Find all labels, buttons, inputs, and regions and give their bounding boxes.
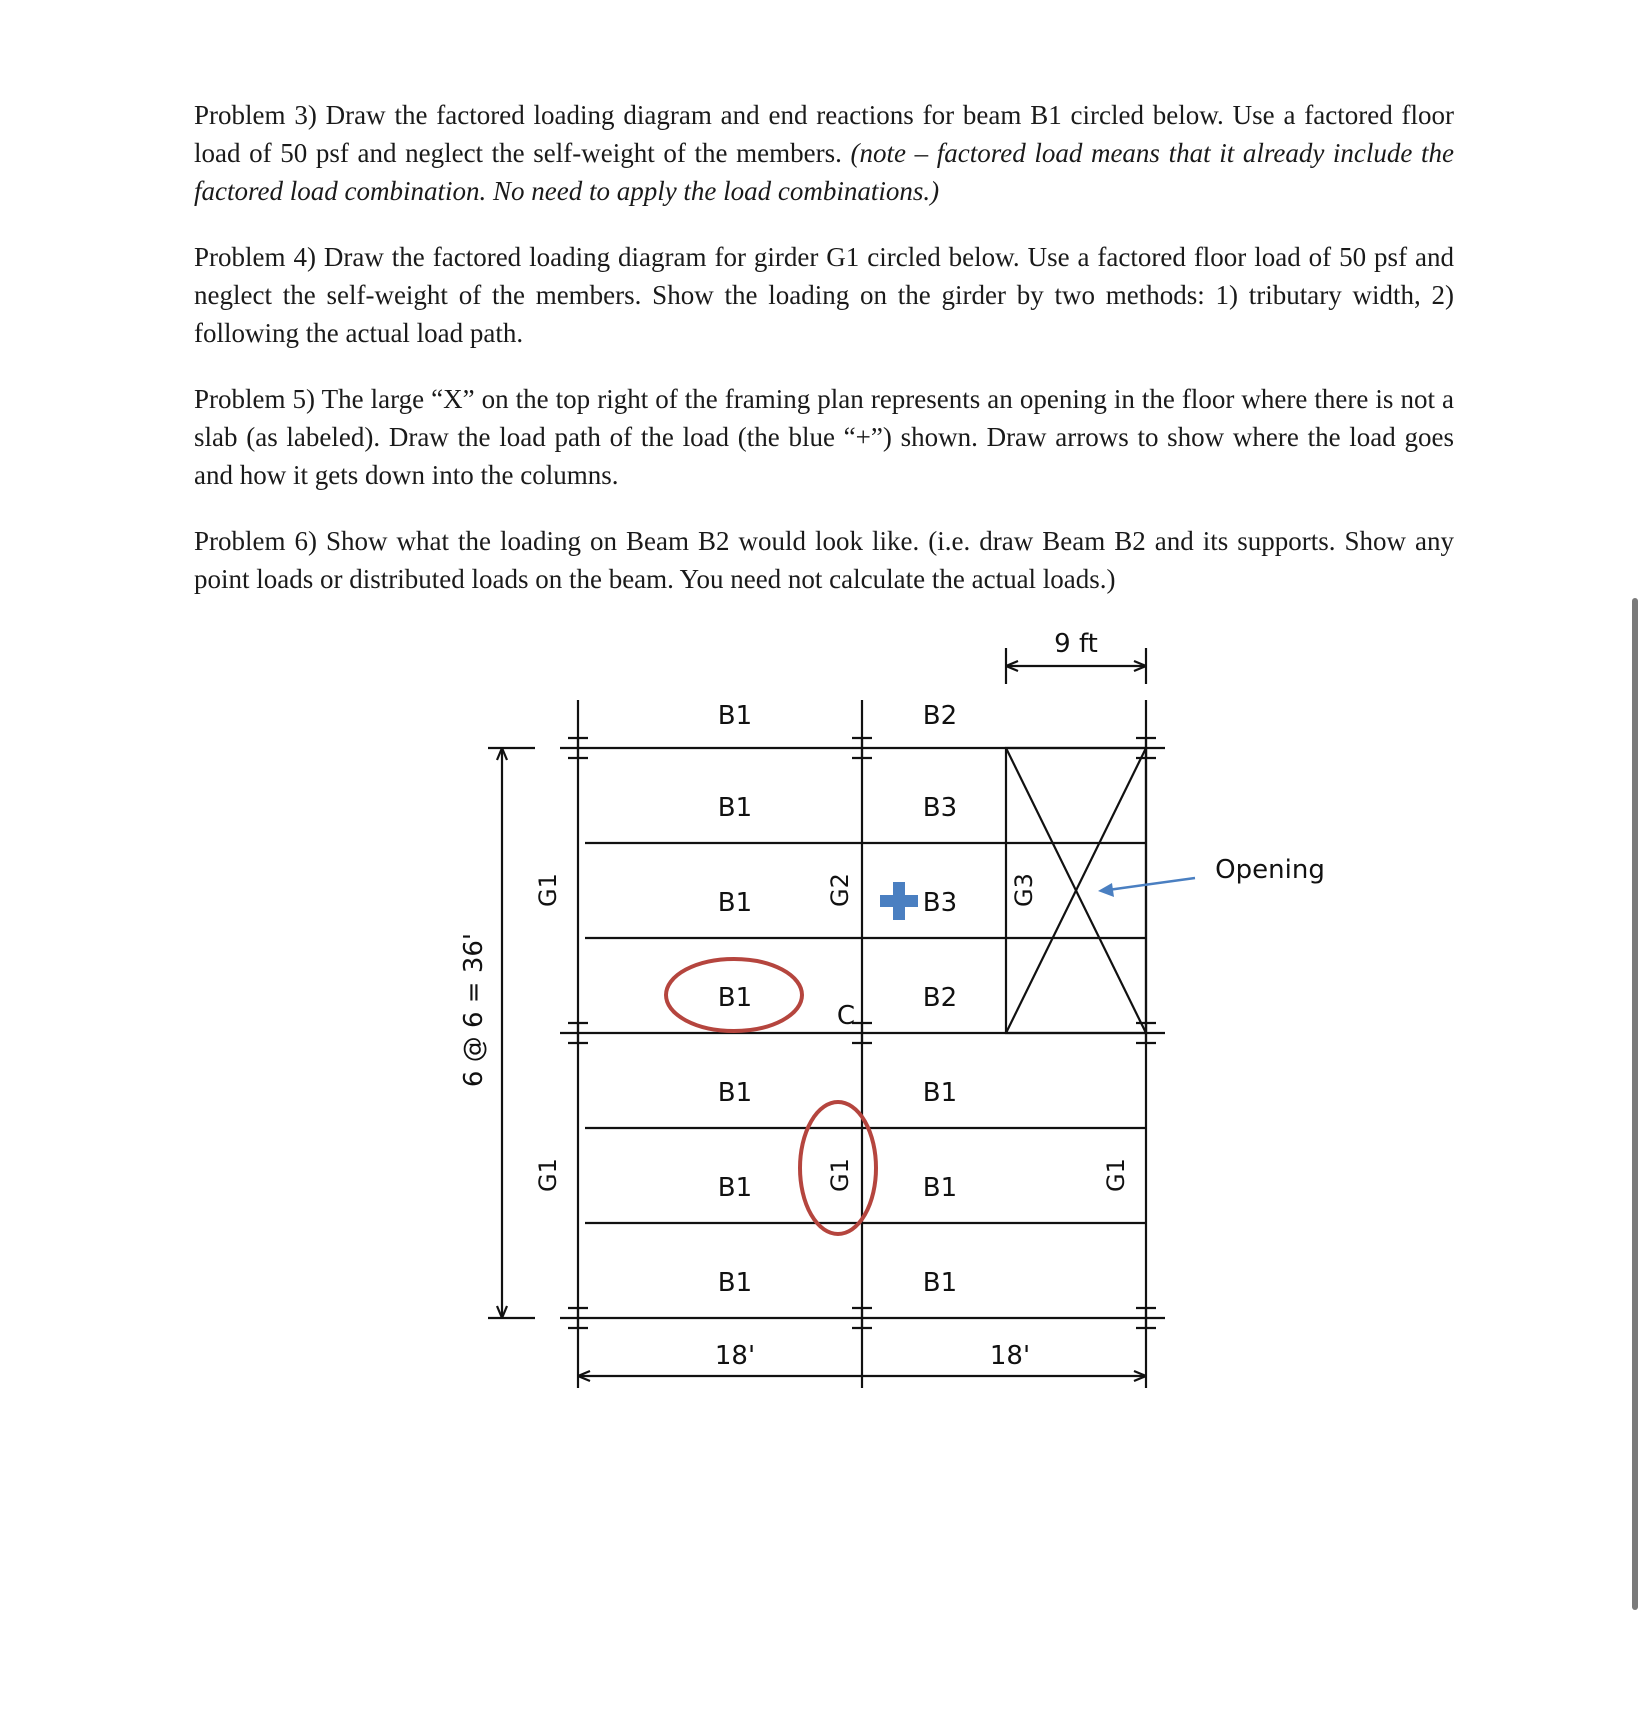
beam-label-left-6: B1 bbox=[717, 1173, 753, 1203]
beam-label-left-2: B1 bbox=[717, 793, 753, 823]
girder-label-left-lower: G1 bbox=[534, 1158, 562, 1192]
problem-3-text: Draw the factored loading diagram and end reactions for beam B1 circled below. Use a factored floor load of 50 psf and neglect the self-weight of the members. bbox=[194, 100, 1455, 168]
beam-label-right-3: B3 bbox=[922, 888, 958, 918]
problem-4-label: Problem 4) bbox=[194, 242, 316, 272]
column-mark-c: C bbox=[836, 1001, 856, 1031]
girder-label-opening: G3 bbox=[1010, 873, 1038, 907]
beam-label-left-7: B1 bbox=[717, 1268, 753, 1298]
load-plus-icon bbox=[880, 882, 918, 920]
beam-label-right-6: B1 bbox=[922, 1173, 958, 1203]
beam-label-left-1: B1 bbox=[717, 701, 753, 731]
beam-label-left-5: B1 bbox=[717, 1078, 753, 1108]
girder-label-middle-upper: G2 bbox=[826, 873, 854, 907]
dim-bottom-right: 18' bbox=[989, 1341, 1031, 1371]
dim-left: 6 @ 6 = 36' bbox=[459, 932, 489, 1088]
problem-6-text: Show what the loading on Beam B2 would look like. (i.e. draw Beam B2 and its supports. Show any point loads or distributed loads on the beam. You need not calculate the actual loads.) bbox=[194, 526, 1454, 594]
problem-3-note: (note – factored load means that it already include the factored load combination. No need to apply the load combinations.) bbox=[194, 138, 1455, 206]
framing-plan-diagram bbox=[0, 620, 1640, 1400]
beam-label-right-4: B2 bbox=[922, 983, 958, 1013]
beam-label-left-3: B1 bbox=[717, 888, 753, 918]
girder-label-right-lower: G1 bbox=[1102, 1158, 1130, 1192]
problem-6 bbox=[194, 522, 1454, 598]
girder-label-middle-lower: G1 bbox=[826, 1158, 854, 1192]
problem-3 bbox=[194, 96, 1454, 210]
problem-3-label: Problem 3) bbox=[194, 100, 317, 130]
dim-bottom-left: 18' bbox=[714, 1341, 756, 1371]
opening-label: Opening bbox=[1215, 855, 1325, 885]
beam-label-left-4: B1 bbox=[717, 983, 753, 1013]
dim-top: 9 ft bbox=[1054, 629, 1098, 659]
scrollbar[interactable] bbox=[1632, 598, 1638, 1610]
beam-label-right-7: B1 bbox=[922, 1268, 958, 1298]
problem-5 bbox=[194, 380, 1454, 494]
problem-4 bbox=[194, 238, 1454, 352]
problem-6-label: Problem 6) bbox=[194, 526, 317, 556]
beam-label-right-2: B3 bbox=[922, 793, 958, 823]
problem-4-text: Draw the factored loading diagram for girder G1 circled below. Use a factored floor load of 50 psf and neglect the self-weight of the members. Show the loading on the girder by two methods: 1) tributary width, 2) following the actual load path. bbox=[194, 242, 1454, 348]
beam-label-right-5: B1 bbox=[922, 1078, 958, 1108]
problem-5-text: The large “X” on the top right of the framing plan represents an opening in the floor where there is not a slab (as labeled). Draw the load path of the load (the blue “+”) shown. Draw arrows to show where the load goes and how it gets down into the columns. bbox=[194, 384, 1454, 490]
problem-5-label: Problem 5) bbox=[194, 384, 316, 414]
problem-list bbox=[194, 96, 1454, 626]
beam-label-right-1: B2 bbox=[922, 701, 958, 731]
girder-label-left-upper: G1 bbox=[534, 873, 562, 907]
